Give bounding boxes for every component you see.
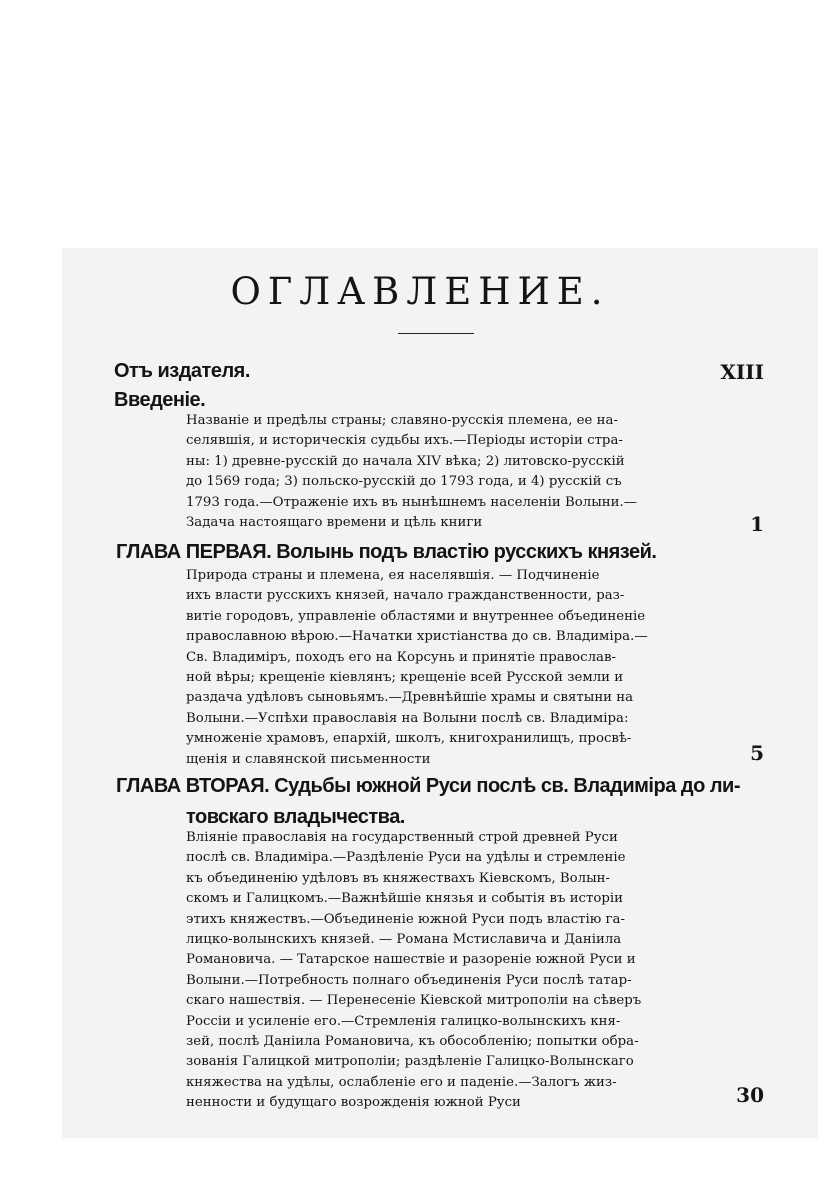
summary-line: Природа страны и племена, ея населявшія. — Подчиненіе [186,568,600,583]
summary-line: ихъ власти русскихъ князей, начало гражданственности, раз- [186,588,625,604]
summary-line: селявшія, и историческія судьбы ихъ.—Періоды исторіи стра- [186,433,623,449]
summary-line: 1793 года.—Отраженіе ихъ въ нынѣшнемъ населеніи Волыни.— [186,494,638,510]
entry-heading-chapter-2-line-1[interactable]: ГЛАВА ВТОРАЯ. Судьбы южной Руси послѣ св. Владиміра до ли- [116,775,741,797]
summary-line: Задача настоящаго времени и цѣль книги [186,515,483,531]
summary-line: Вліяніе православія на государственный строй древней Руси [186,830,618,845]
summary-line: Романовича. — Татарское нашествіе и разореніе южной Руси и [186,952,636,968]
summary-line: ной вѣры; крещеніе кіевлянъ; крещеніе всей Русской земли и [186,670,624,686]
entry-heading-chapter-2-line-2[interactable]: товскаго владычества. [186,806,405,828]
title-divider [398,333,474,334]
summary-line: зей, послѣ Даніила Романовича, къ обособленію; попытки обра- [186,1034,639,1050]
summary-line: лицко-волынскихъ князей. — Романа Мстиславича и Даніила [186,932,622,948]
page-number-chapter-1[interactable]: 5 [750,741,764,765]
summary-line: этихъ княжествъ.—Объединеніе южной Руси подъ властію га- [186,911,625,927]
summary-line: витіе городовъ, управленіе областями и внутреннее объединеніе [186,608,646,624]
summary-line: скаго нашествія. — Перенесеніе Кіевской митрополіи на сѣверъ [186,993,642,1009]
entry-heading-chapter-1[interactable]: ГЛАВА ПЕРВАЯ. Волынь подъ властію русскихъ князей. [116,541,657,563]
entry-summary-introduction [186,411,716,533]
summary-line: княжества на удѣлы, ослабленіе его и паденіе.—Залогъ жиз- [186,1074,617,1090]
summary-line: Волыни.—Успѣхи православія на Волыни послѣ св. Владиміра: [186,710,629,726]
summary-line: ненности и будущаго возрожденія южной Руси [186,1095,521,1111]
summary-line: до 1569 года; 3) польско-русскій до 1793 года, и 4) русскій съ [186,474,622,490]
summary-line: къ объединенію удѣловъ въ княжествахъ Кіевскомъ, Волын- [186,870,611,886]
page-number-publisher[interactable]: XIII [720,360,764,384]
summary-line: Волыни.—Потребность полнаго объединенія Руси послѣ татар- [186,972,632,988]
summary-line: Названіе и предѣлы страны; славяно-русскія племена, ее на- [186,413,618,428]
page-title: ОГЛАВЛЕНИЕ. [230,270,610,313]
summary-line: православною вѣрою.—Начатки христіанства до св. Владиміра.— [186,629,648,645]
summary-line: послѣ св. Владиміра.—Раздѣленіе Руси на удѣлы и стремленіе [186,850,626,866]
entry-summary-chapter-2 [186,828,716,1114]
summary-line: зованія Галицкой митрополіи; раздѣленіе Галицко-Волынскаго [186,1054,634,1070]
summary-line: скомъ и Галицкомъ.—Важнѣйшіе князья и событія въ исторіи [186,891,623,907]
page-number-introduction[interactable]: 1 [750,512,764,536]
entry-summary-chapter-1 [186,566,716,770]
summary-line: ны: 1) древне-русскій до начала XIV вѣка; 2) литовско-русскій [186,453,625,469]
summary-line: щенія и славянской письменности [186,751,431,767]
summary-line: Россіи и усиленіе его.—Стремленія галицко-волынскихъ кня- [186,1013,621,1029]
summary-line: раздача удѣловъ сыновьямъ.—Древнѣйшіе храмы и святыни на [186,690,634,706]
page-number-chapter-2[interactable]: 30 [736,1083,764,1107]
summary-line: умноженіе храмовъ, епархій, школъ, книгохранилищъ, просвѣ- [186,731,632,747]
entry-heading-introduction[interactable]: Введеніе. [114,389,206,411]
summary-line: Св. Владиміръ, походъ его на Корсунь и принятіе православ- [186,649,616,665]
entry-heading-publisher[interactable]: Отъ издателя. [114,360,250,382]
